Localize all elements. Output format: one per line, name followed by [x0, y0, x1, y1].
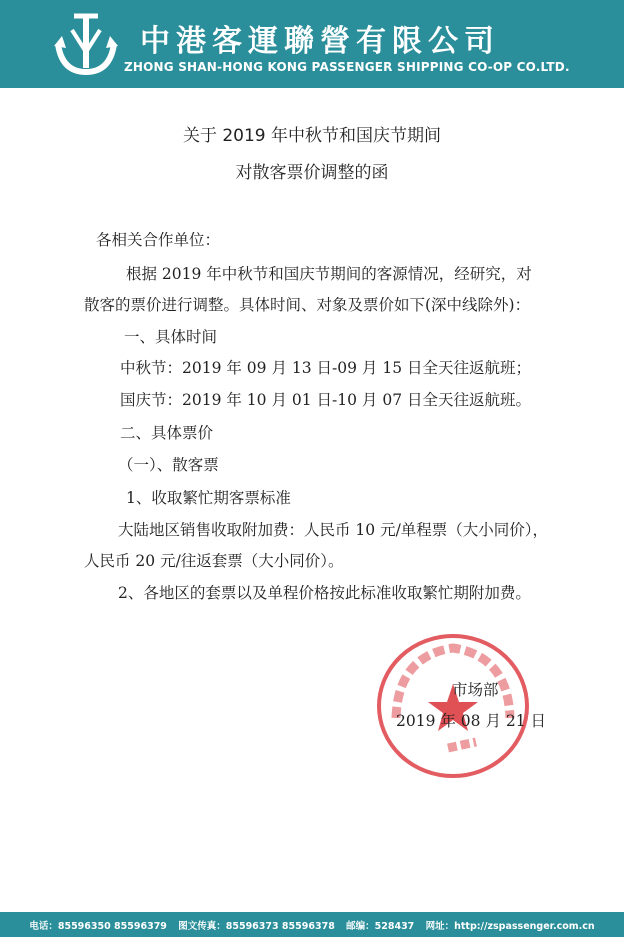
anchor-icon	[52, 6, 120, 78]
paragraph-1-line-1: 根据 2019 年中秋节和国庆节期间的客源情况，经研究，对	[126, 265, 532, 283]
company-name-chinese: 中港客運聯營有限公司	[140, 24, 500, 59]
item-1: 1、收取繁忙期客票标准	[126, 489, 291, 507]
signature-department: 市场部	[452, 681, 499, 699]
footer-fax: 图文传真：85596373 85596378	[178, 921, 335, 932]
national-day-schedule: 国庆节：2019 年 10 月 01 日-10 月 07 日全天往返航班。	[120, 391, 531, 409]
subsection-1-heading: （一）、散客票	[118, 456, 219, 474]
letterhead-footer	[0, 912, 624, 937]
section-1-heading: 一、具体时间	[124, 328, 218, 346]
footer-contact-info	[0, 918, 624, 932]
document-title-line-2: 对散客票价调整的函	[235, 163, 389, 183]
footer-phone: 电话：85596350 85596379	[29, 921, 167, 932]
surcharge-line-2: 人民币 20 元/往返套票（大小同价）。	[84, 552, 344, 570]
footer-website: 网址：http://zspassenger.com.cn	[425, 921, 595, 932]
letterhead-banner	[0, 0, 624, 96]
mid-autumn-schedule: 中秋节：2019 年 09 月 13 日-09 月 15 日全天往返航班；	[120, 359, 531, 377]
salutation: 各相关合作单位：	[96, 231, 221, 249]
header-divider	[0, 84, 624, 100]
surcharge-line-1: 大陆地区销售收取附加费：人民币 10 元/单程票（大小同价），	[118, 521, 549, 539]
company-seal-stamp	[368, 626, 538, 786]
company-name-english: ZHONG SHAN-HONG KONG PASSENGER SHIPPING CO-OP CO.LTD.	[124, 60, 570, 74]
document-title-line-1: 关于 2019 年中秋节和国庆节期间	[182, 126, 442, 146]
item-2: 2、各地区的套票以及单程价格按此标准收取繁忙期附加费。	[118, 584, 531, 602]
section-2-heading: 二、具体票价	[120, 424, 214, 442]
paragraph-1-line-2: 散客的票价进行调整。具体时间、对象及票价如下(深中线除外)：	[84, 296, 531, 314]
footer-postcode: 邮编：528437	[346, 921, 415, 932]
signature-date: 2019 年 08 月 21 日	[396, 712, 547, 730]
